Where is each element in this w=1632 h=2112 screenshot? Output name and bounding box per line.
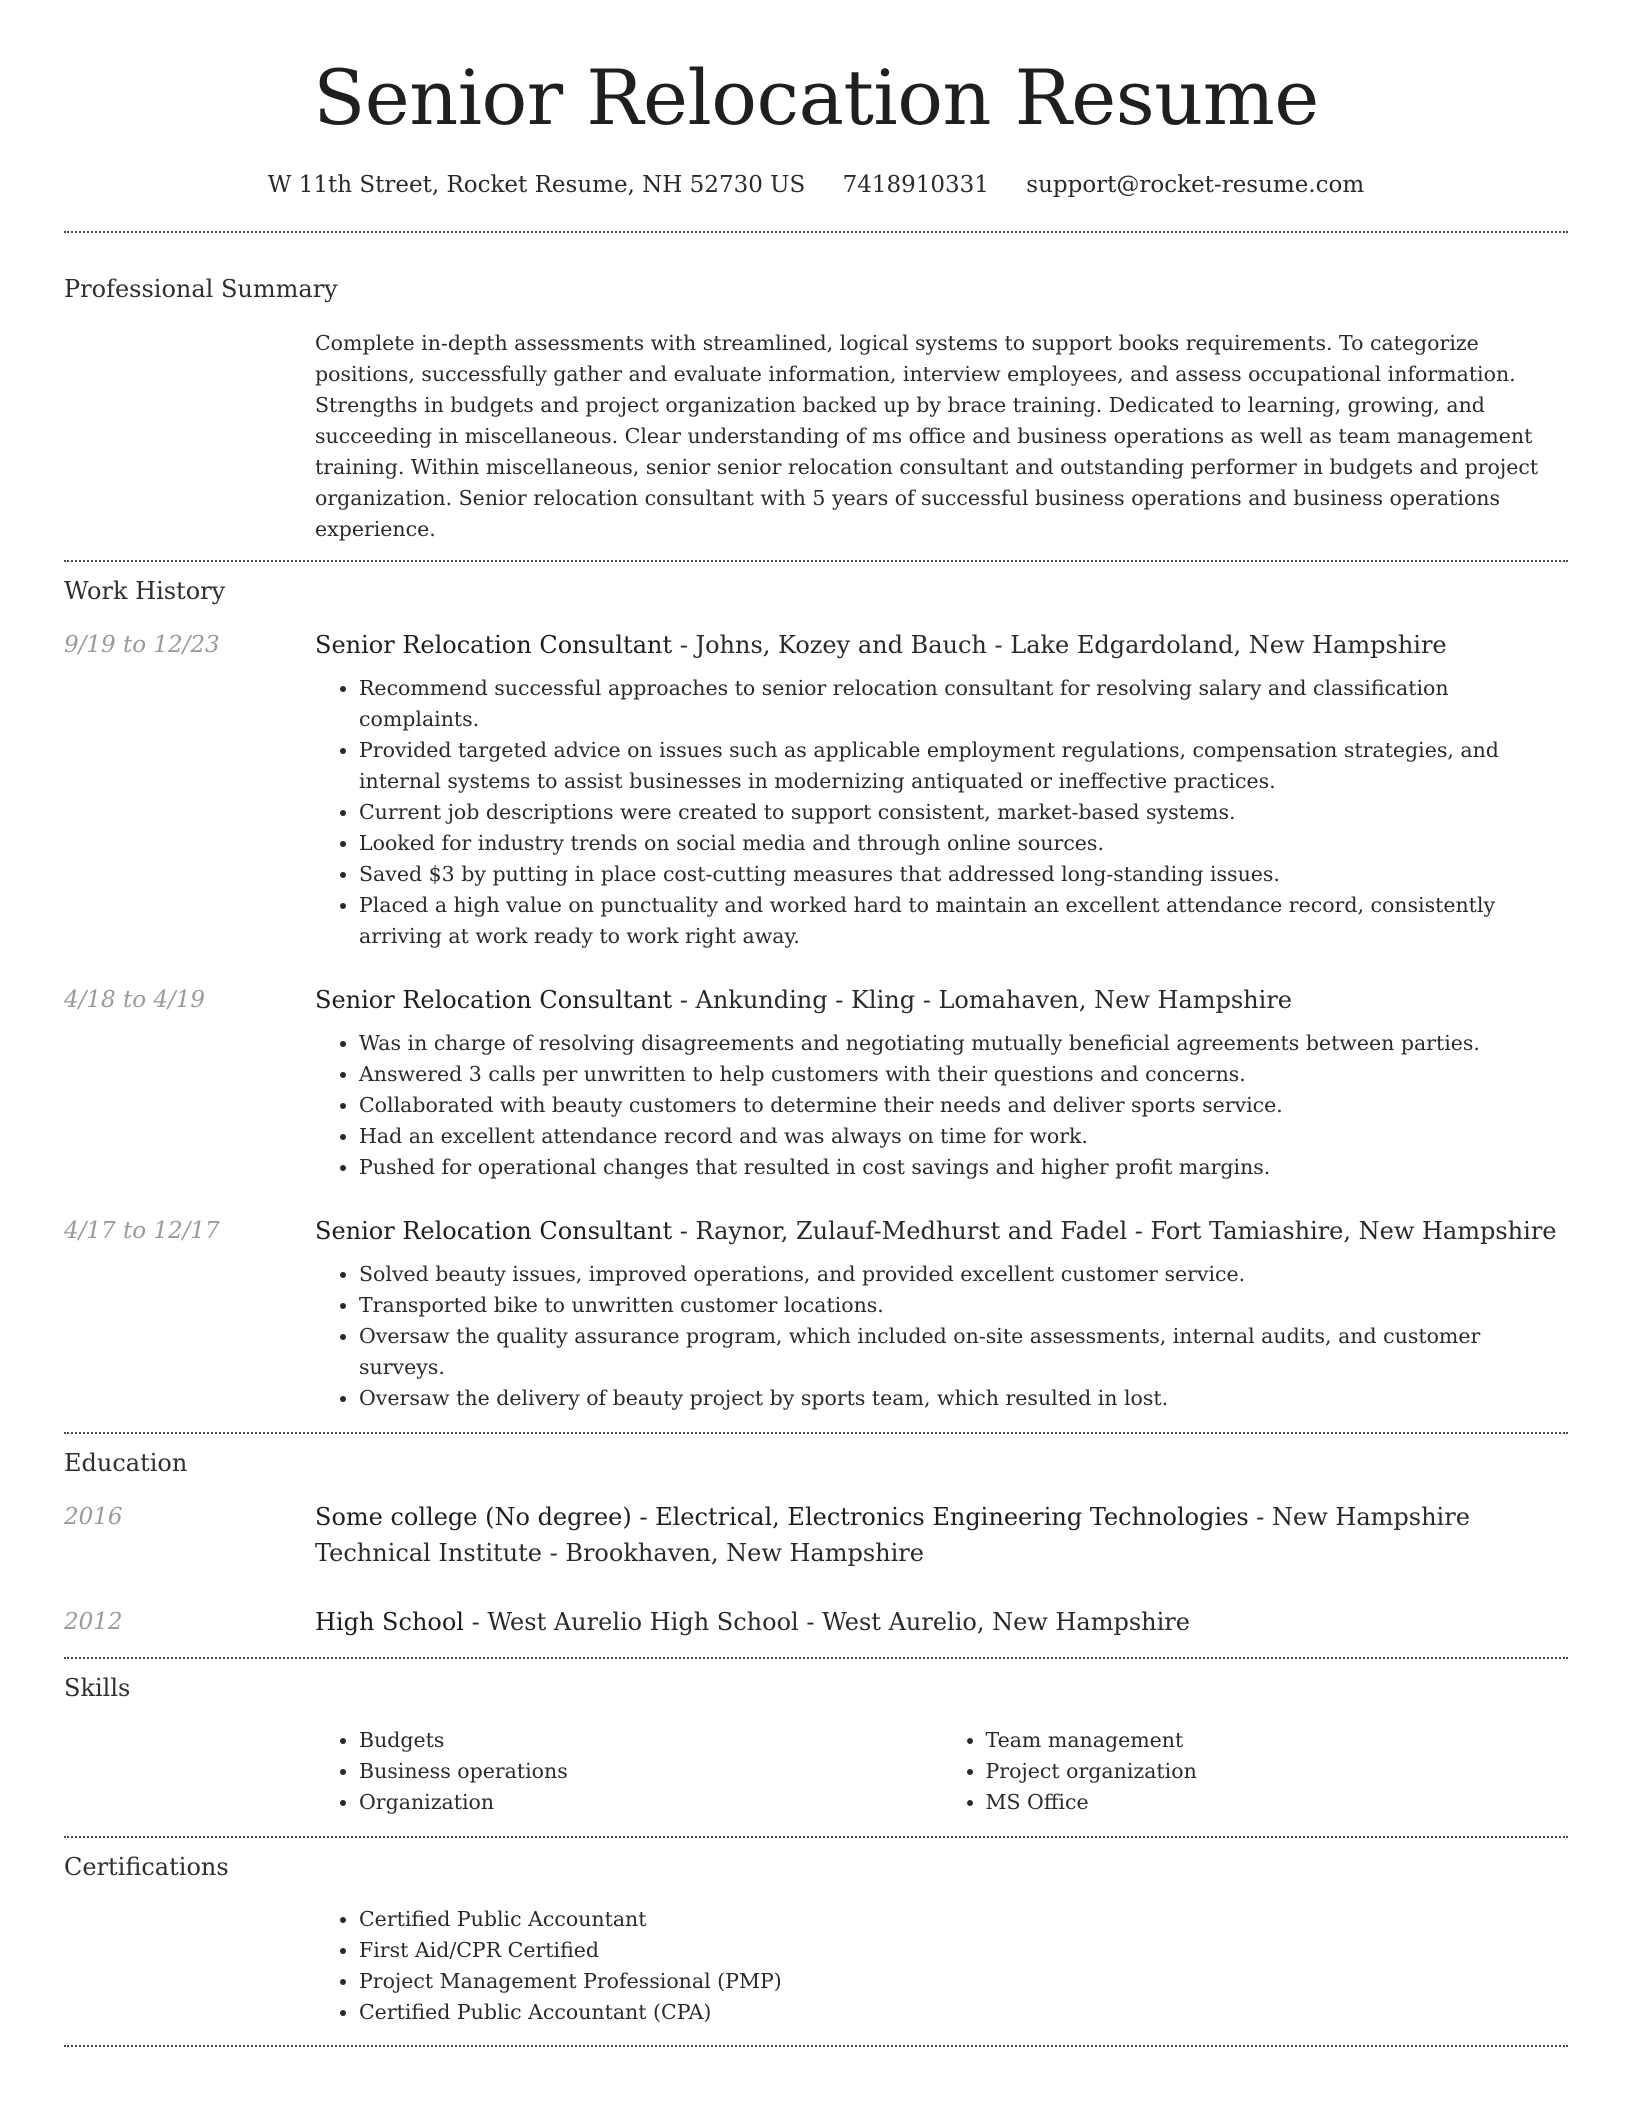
list-item: • Looked for industry trends on social media and through online sources. (359, 828, 1568, 859)
summary-row (64, 328, 1568, 545)
list-item: • Current job descriptions were created to support consistent, market-based systems. (359, 797, 1568, 828)
job-content (315, 1213, 1568, 1414)
address: W 11th Street, Rocket Resume, NH 52730 US (267, 172, 806, 198)
list-item: • MS Office (986, 1787, 1569, 1818)
job-employer: Ankunding - Kling (695, 986, 916, 1014)
certifications-row (64, 1904, 1568, 2028)
list-item: • Business operations (359, 1756, 942, 1787)
education-year: 2012 (64, 1609, 123, 1635)
list-item: • Team management (986, 1725, 1569, 1756)
education-school: West Aurelio High School - West Aurelio, New Hampshire (487, 1608, 1190, 1636)
divider (64, 560, 1568, 562)
education-school: New Hampshire Technical Institute - Brookhaven, New Hampshire (315, 1503, 1470, 1567)
list-item: • Answered 3 calls per unwritten to help customers with their questions and concerns. (359, 1059, 1568, 1090)
divider (64, 231, 1568, 233)
list-item: • Was in charge of resolving disagreements and negotiating mutually beneficial agreements between parties. (359, 1028, 1568, 1059)
job-bullets (315, 1259, 1568, 1414)
resume-title: Senior Relocation Resume (313, 53, 1319, 142)
divider (64, 1836, 1568, 1838)
contact-line (64, 168, 1568, 202)
divider (64, 2045, 1568, 2047)
job-title: Senior Relocation Consultant - Raynor, Zulauf-Medhurst and Fadel - Fort Tamiashire, New Hampshire (315, 1217, 1557, 1245)
job-entry (64, 627, 1568, 952)
education-degree: Some college (No degree) - Electrical, Electronics Engineering Technologies (315, 1503, 1249, 1531)
education-detail: High School - West Aurelio High School - West Aurelio, New Hampshire (315, 1608, 1190, 1636)
skills-list-left (315, 1725, 942, 1818)
section-title-work: Work History (64, 577, 226, 605)
list-item: • Certified Public Accountant (CPA) (359, 1997, 1568, 2028)
job-content (315, 982, 1568, 1183)
resume-page (64, 0, 1568, 2047)
list-item: • Oversaw the quality assurance program, which included on-site assessments, internal audits, and customer surveys. (359, 1321, 1568, 1383)
list-item: • Saved $3 by putting in place cost-cutting measures that addressed long-standing issues. (359, 859, 1568, 890)
job-dates: 4/17 to 12/17 (64, 1218, 220, 1244)
list-item: • Pushed for operational changes that resulted in cost savings and higher profit margins. (359, 1152, 1568, 1183)
job-employer: Raynor, Zulauf-Medhurst and Fadel (695, 1217, 1128, 1245)
divider (64, 1657, 1568, 1659)
job-title: Senior Relocation Consultant - Johns, Kozey and Bauch - Lake Edgardoland, New Hampshire (315, 631, 1447, 659)
list-item: • Transported bike to unwritten customer locations. (359, 1290, 1568, 1321)
education-year: 2016 (64, 1504, 123, 1530)
job-role: Senior Relocation Consultant (315, 1217, 673, 1245)
job-location: Lake Edgardoland, New Hampshire (1010, 631, 1447, 659)
list-item: • Project organization (986, 1756, 1569, 1787)
job-entry (64, 1213, 1568, 1414)
list-item: • Solved beauty issues, improved operations, and provided excellent customer service. (359, 1259, 1568, 1290)
list-item: • Certified Public Accountant (359, 1904, 1568, 1935)
education-degree: High School (315, 1608, 464, 1636)
certifications-content (315, 1904, 1568, 2028)
summary-text: Complete in-depth assessments with streamlined, logical systems to support books requirements. To categorize positions, successfully gather and evaluate information, interview employees, and assess occupational information. Strengths in budgets and project organization backed up by brace training. Dedicated to learning, growing, and succeeding in miscellaneous. Clear understanding of ms office and business operations as well as team management training. Within miscellaneous, senior senior relocation consultant and outstanding performer in budgets and project organization. Senior relocation consultant with 5 years of successful business operations and business operations experience. (315, 331, 1539, 541)
list-item: • Project Management Professional (PMP) (359, 1966, 1568, 1997)
certifications-list (315, 1904, 1568, 2028)
job-role: Senior Relocation Consultant (315, 986, 673, 1014)
job-content (315, 627, 1568, 952)
list-item: • Collaborated with beauty customers to determine their needs and deliver sports service. (359, 1090, 1568, 1121)
job-entry (64, 982, 1568, 1183)
list-item: • Oversaw the delivery of beauty project by sports team, which resulted in lost. (359, 1383, 1568, 1414)
section-title-certifications: Certifications (64, 1853, 229, 1881)
job-bullets (315, 673, 1568, 952)
section-title-education: Education (64, 1449, 188, 1477)
job-title: Senior Relocation Consultant - Ankunding - Kling - Lomahaven, New Hampshire (315, 986, 1292, 1014)
job-dates: 9/19 to 12/23 (64, 632, 220, 658)
skills-list-right (942, 1725, 1569, 1818)
job-location: Fort Tamiashire, New Hampshire (1150, 1217, 1557, 1245)
education-entry (64, 1604, 1568, 1640)
section-title-summary: Professional Summary (64, 275, 338, 303)
list-item: • Organization (359, 1787, 942, 1818)
job-dates: 4/18 to 4/19 (64, 987, 206, 1013)
list-item: • Provided targeted advice on issues such as applicable employment regulations, compensation strategies, and internal systems to assist businesses in modernizing antiquated or ineffective practices. (359, 735, 1568, 797)
job-role: Senior Relocation Consultant (315, 631, 673, 659)
list-item: • Had an excellent attendance record and was always on time for work. (359, 1121, 1568, 1152)
education-entry (64, 1499, 1568, 1571)
education-detail: Some college (No degree) - Electrical, Electronics Engineering Technologies - New Hampshire Technical Institute - Brookhaven, New Hampshire (315, 1503, 1470, 1567)
job-bullets (315, 1028, 1568, 1183)
list-item: • Budgets (359, 1725, 942, 1756)
job-employer: Johns, Kozey and Bauch (695, 631, 987, 659)
list-item: • Placed a high value on punctuality and worked hard to maintain an excellent attendance record, consistently arriving at work ready to work right away. (359, 890, 1568, 952)
phone: 7418910331 (842, 172, 989, 198)
section-title-skills: Skills (64, 1674, 131, 1702)
divider (64, 1432, 1568, 1434)
email: support@rocket-resume.com (1026, 172, 1365, 198)
list-item: • First Aid/CPR Certified (359, 1935, 1568, 1966)
job-location: Lomahaven, New Hampshire (938, 986, 1292, 1014)
skills-row (64, 1725, 1568, 1818)
list-item: • Recommend successful approaches to senior relocation consultant for resolving salary and classification complaints. (359, 673, 1568, 735)
skills-grid (315, 1725, 1568, 1818)
